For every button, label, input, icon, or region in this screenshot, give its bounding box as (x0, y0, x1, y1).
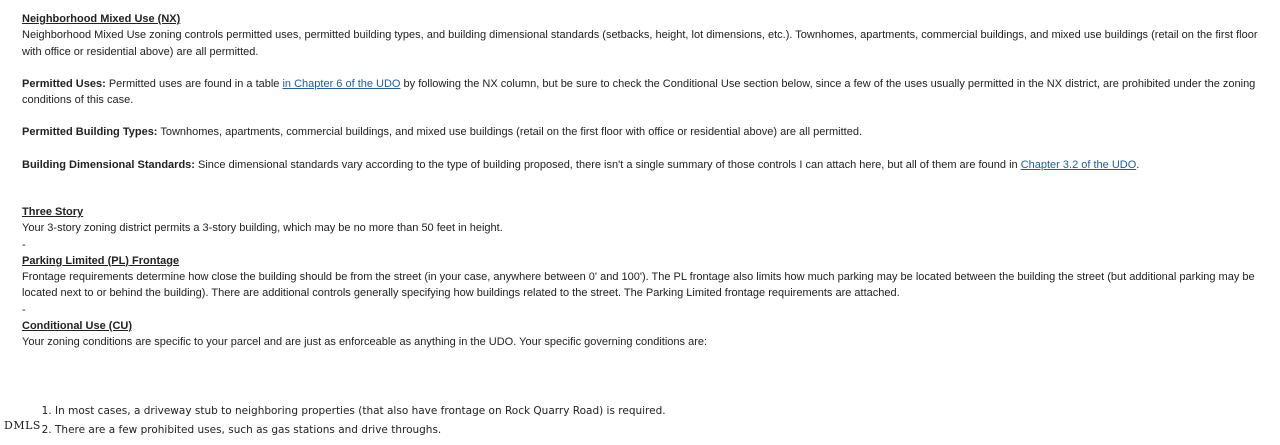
conditions-list (22, 402, 666, 440)
frontage-heading: Parking Limited (PL) Frontage (22, 254, 180, 267)
dimensional-standards-text-before: Since dimensional standards vary according to the type of building proposed, there isn't a single summary of those controls I can attach here, but all of them are found in (194, 158, 1021, 171)
chapter-6-udo-link[interactable]: in Chapter 6 of the UDO (282, 77, 401, 90)
building-types-text: Townhomes, apartments, commercial buildings, and mixed use buildings (retail on the first floor with office or residential above) are all permitted. (157, 126, 863, 139)
dimensional-standards-text-after: . (1136, 158, 1140, 171)
list-item: 2. There are a few prohibited uses, such as gas stations and drive throughs. (55, 421, 666, 440)
permitted-uses-text-after: by following the NX column, but be sure to check the Conditional Use section below, since a few of the uses usually permitted in the NX district, are prohibited under the zoning conditions of this case. (22, 77, 1256, 107)
conditional-use-heading: Conditional Use (CU) (22, 319, 132, 332)
mls-watermark: DMLS (4, 419, 41, 432)
frontage-body: Frontage requirements determine how close the building should be from the street (in your case, anywhere between 0' and 100'). The PL frontage also limits how much parking may be located between the building the street (but additional parking may be located next to or behind the building). There are additional controls generally specifying how buildings related to the street. The Parking Limited frontage requirements are attached. (22, 270, 1255, 300)
permitted-uses-label: Permitted Uses: (22, 77, 106, 90)
dimensional-standards-paragraph (22, 157, 1262, 173)
nx-heading: Neighborhood Mixed Use (NX) (22, 13, 181, 25)
list-item: 1. In most cases, a driveway stub to neighboring properties (that also have frontage on Rock Quarry Road) is required. (55, 402, 666, 421)
building-types-label: Permitted Building Types: (22, 126, 158, 139)
zoning-document (22, 11, 1262, 350)
nx-body: Neighborhood Mixed Use zoning controls permitted uses, permitted building types, and building dimensional standards (setbacks, height, lot dimensions, etc.). Townhomes, apartments, commercial buildings, and mixed use buildings (retail on the first floor with office or residential above) are all permitted. (22, 29, 1258, 58)
three-story-body: Your 3-story zoning district permits a 3-story building, which may be no more than 50 feet in height. (22, 222, 503, 235)
three-story-heading: Three Story (22, 206, 84, 219)
chapter-3-2-udo-link[interactable]: Chapter 3.2 of the UDO (1020, 158, 1137, 171)
conditional-use-body: Your zoning conditions are specific to your parcel and are just as enforceable as anything in the UDO. Your specific governing conditions are: (22, 335, 708, 348)
permitted-uses-text-before: Permitted uses are found in a table (105, 77, 283, 90)
dimensional-standards-label: Building Dimensional Standards: (22, 158, 195, 171)
permitted-uses-paragraph (22, 76, 1262, 109)
separator-dash: - (22, 238, 26, 251)
building-types-paragraph (22, 124, 1262, 140)
separator-dash: - (22, 303, 26, 316)
